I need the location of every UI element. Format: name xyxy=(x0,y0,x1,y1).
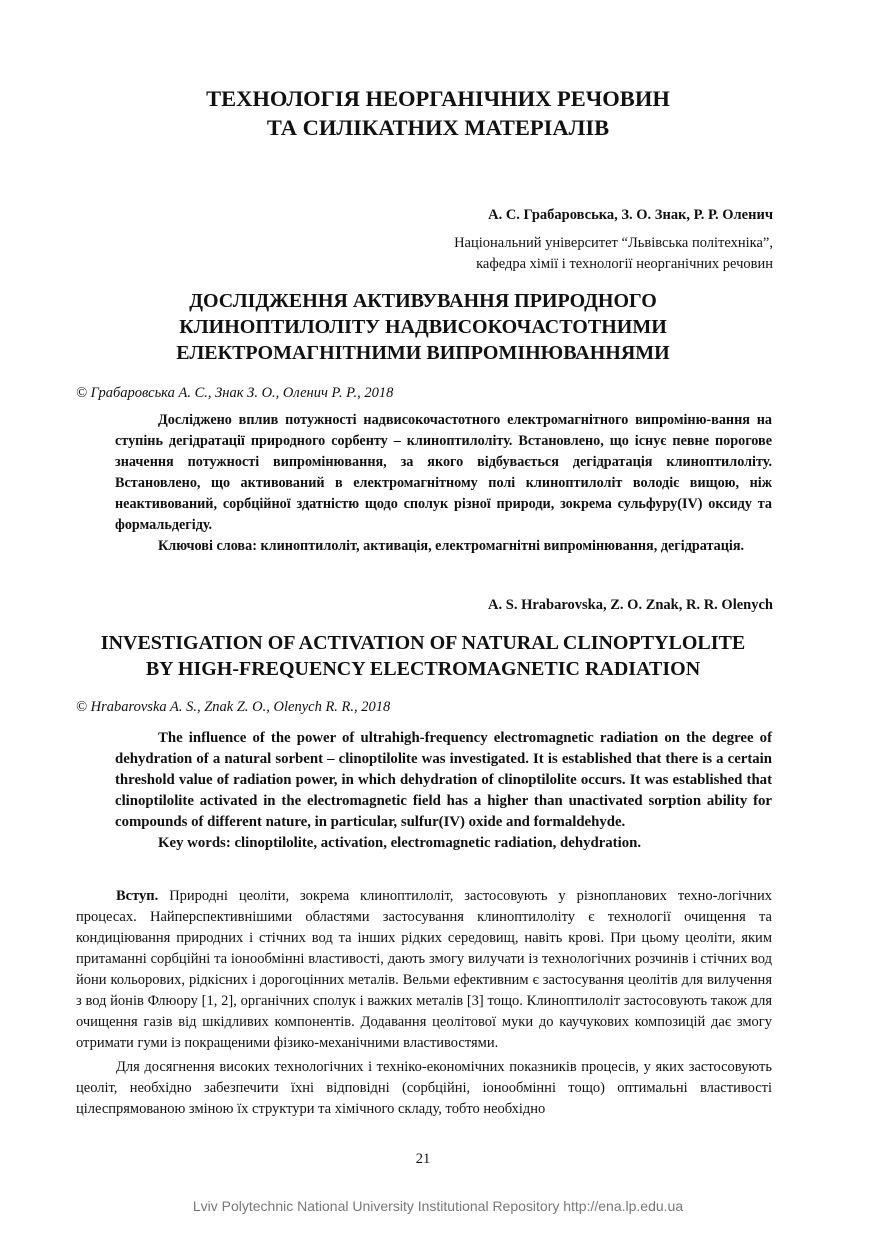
copyright-english: © Hrabarovska A. S., Znak Z. O., Olenych R. R., 2018 xyxy=(76,699,391,715)
title-en-line-2: BY HIGH-FREQUENCY ELECTROMAGNETIC RADIATION xyxy=(145,658,701,680)
repository-footer: Lviv Polytechnic National University Institutional Repository http://ena.lp.edu.ua xyxy=(192,1198,684,1214)
body-paragraph-2: Для досягнення високих технологічних і техніко-економічних показників процесів, у яких застосовують цеоліт, необхідно забезпечити їхні відповідні (сорбційні, іонообмінні тощо) оптимальні властивості цілеспрямованою зміною їх структури та хімічного складу, тобто необхідно xyxy=(76,1059,772,1117)
affiliation-line-1: Національний університет “Львівська політехніка”, xyxy=(454,235,773,251)
intro-label: Вступ. xyxy=(116,888,159,904)
abstract-en-text: The influence of the power of ultrahigh-frequency electromagnetic radiation on the degree of dehydration of a natural sorbent – clinoptilolite was investigated. It is established that there is a certain threshold value of radiation power, in which dehydration of clinoptilolite occurs. It was established that clinoptilolite activated in the electromagnetic field has a higher than unactivated sorption ability for compounds of different nature, in particular, sulfur(IV) oxide and formaldehyde. xyxy=(115,730,772,830)
title-en-line-1: INVESTIGATION OF ACTIVATION OF NATURAL CLINOPTYLOLITE xyxy=(100,632,746,654)
authors-ukrainian: А. С. Грабаровська, З. О. Знак, Р. Р. Оленич xyxy=(488,207,773,223)
body-paragraph-1 xyxy=(76,886,772,1054)
abstract-ukrainian xyxy=(115,410,772,557)
copyright-ukrainian: © Грабаровська А. С., Знак З. О., Оленич Р. Р., 2018 xyxy=(76,385,394,401)
section-title-line-1: ТЕХНОЛОГІЯ НЕОРГАНІЧНИХ РЕЧОВИН xyxy=(206,86,670,111)
affiliation-line-2: кафедра хімії і технології неорганічних речовин xyxy=(476,256,773,272)
title-ua-line-3: ЕЛЕКТРОМАГНІТНИМИ ВИПРОМІНЮВАННЯМИ xyxy=(176,342,670,364)
article-body xyxy=(76,886,772,1120)
authors-english: A. S. Hrabarovska, Z. O. Znak, R. R. Olenych xyxy=(488,597,773,613)
page-number: 21 xyxy=(415,1151,431,1167)
abstract-english xyxy=(115,728,772,854)
abstract-ua-text: Досліджено вплив потужності надвисокочастотного електромагнітного випроміню-вання на ступінь дегідратації природного сорбенту – клиноптилоліту. Встановлено, що існує певне порогове значення потужності випромінювання, за якого відбувається дегідратація клиноптилоліту. Встановлено, що активований в електромагнітному полі клиноптилоліт володіє вищою, ніж неактивований, сорбційної здатністю щодо сполук різної природи, зокрема сульфуру(IV) оксиду та формальдегіду. xyxy=(115,412,772,533)
section-title xyxy=(0,84,876,142)
body-paragraph-1-text: Природні цеоліти, зокрема клиноптилоліт, застосовують у різнопланових техно-логічних процесах. Найперспективнішими областями застосування клиноптилоліту є технології очищення та кондиціювання природних і стічних вод та інших рідких середовищ, навіть крові. При цьому цеоліти, яким притаманні сорбційні та іонообмінні властивості, дають змогу вилучати із технологічних розчинів і стічних вод йони кольорових, рідкісних і дорогоцінних металів. Вельми ефективним є застосування цеолітів для вилучення з вод йонів Флюору [1, 2], органічних сполук і важких металів [3] тощо. Клиноптилоліт застосовують також для очищення газів від шкідливих компонентів. Додавання цеолітової муки до каучукових композицій дає змогу отримати гуми із покращеними фізико-механічними властивостями. xyxy=(76,888,773,1051)
article-title-ukrainian xyxy=(0,288,846,366)
title-ua-line-1: ДОСЛІДЖЕННЯ АКТИВУВАННЯ ПРИРОДНОГО xyxy=(189,290,657,312)
article-title-english xyxy=(0,630,846,682)
affiliation xyxy=(454,233,773,275)
keywords-en: Key words: clinoptilolite, activation, electromagnetic radiation, dehydration. xyxy=(158,835,642,851)
section-title-line-2: ТА СИЛІКАТНИХ МАТЕРІАЛІВ xyxy=(266,115,610,140)
title-ua-line-2: КЛИНОПТИЛОЛІТУ НАДВИСОКОЧАСТОТНИМИ xyxy=(179,316,667,338)
keywords-ua: Ключові слова: клиноптилоліт, активація, електромагнітні випромінювання, дегідратація. xyxy=(158,538,745,554)
